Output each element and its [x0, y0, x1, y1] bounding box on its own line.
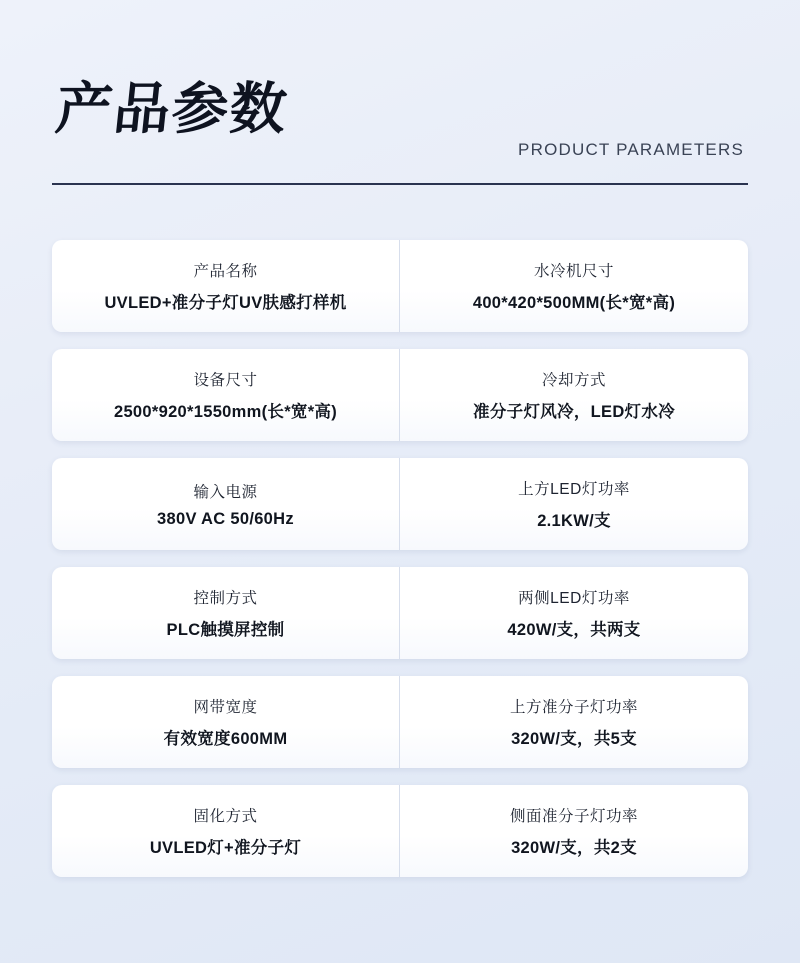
parameter-value: UVLED灯+准分子灯	[149, 839, 302, 857]
parameter-label: 冷却方式	[541, 372, 606, 389]
parameter-value: UVLED+准分子灯UV肤感打样机	[104, 294, 347, 312]
parameter-label: 网带宽度	[193, 699, 258, 716]
parameter-cell	[400, 785, 748, 877]
parameter-label: 两侧LED灯功率	[518, 590, 630, 607]
parameter-value: PLC触摸屏控制	[166, 621, 285, 639]
parameter-cell	[400, 676, 748, 768]
table-row	[52, 240, 748, 332]
parameter-cell	[52, 785, 400, 877]
table-row	[52, 349, 748, 441]
parameter-cell	[52, 349, 400, 441]
parameter-value: 2500*920*1550mm(长*宽*高)	[113, 403, 338, 421]
parameter-label: 上方LED灯功率	[518, 481, 630, 498]
table-row	[52, 567, 748, 659]
parameter-value: 320W/支，共2支	[511, 839, 637, 857]
parameter-value: 2.1KW/支	[537, 512, 611, 530]
parameter-value: 420W/支，共两支	[507, 621, 641, 639]
table-row	[52, 785, 748, 877]
parameter-cell	[400, 567, 748, 659]
page-header	[52, 0, 748, 190]
parameter-label: 侧面准分子灯功率	[509, 808, 638, 825]
parameter-value: 320W/支，共5支	[511, 730, 637, 748]
parameter-cell	[52, 676, 400, 768]
parameter-label: 产品名称	[193, 263, 258, 280]
parameter-table	[52, 240, 748, 894]
parameter-value: 400*420*500MM(长*宽*高)	[472, 294, 676, 312]
page-title-english: PRODUCT PARAMETERS	[518, 140, 744, 159]
parameter-cell	[400, 349, 748, 441]
table-row	[52, 676, 748, 768]
parameter-value: 准分子灯风冷，LED灯水冷	[473, 403, 675, 421]
table-row	[52, 458, 748, 550]
parameter-cell	[52, 458, 400, 550]
header-divider	[52, 183, 748, 185]
parameter-value: 有效宽度600MM	[163, 730, 288, 748]
parameter-cell	[400, 240, 748, 332]
parameter-cell	[52, 567, 400, 659]
page-title: 产品参数	[52, 77, 292, 142]
parameter-label: 水冷机尺寸	[533, 263, 614, 280]
parameter-cell	[400, 458, 748, 550]
parameter-cell	[52, 240, 400, 332]
parameter-label: 控制方式	[193, 590, 258, 607]
parameter-label: 设备尺寸	[193, 372, 258, 389]
parameter-label: 上方准分子灯功率	[509, 699, 638, 716]
parameter-value: 380V AC 50/60Hz	[157, 509, 294, 528]
parameter-label: 输入电源	[193, 483, 258, 501]
parameter-label: 固化方式	[193, 808, 258, 825]
